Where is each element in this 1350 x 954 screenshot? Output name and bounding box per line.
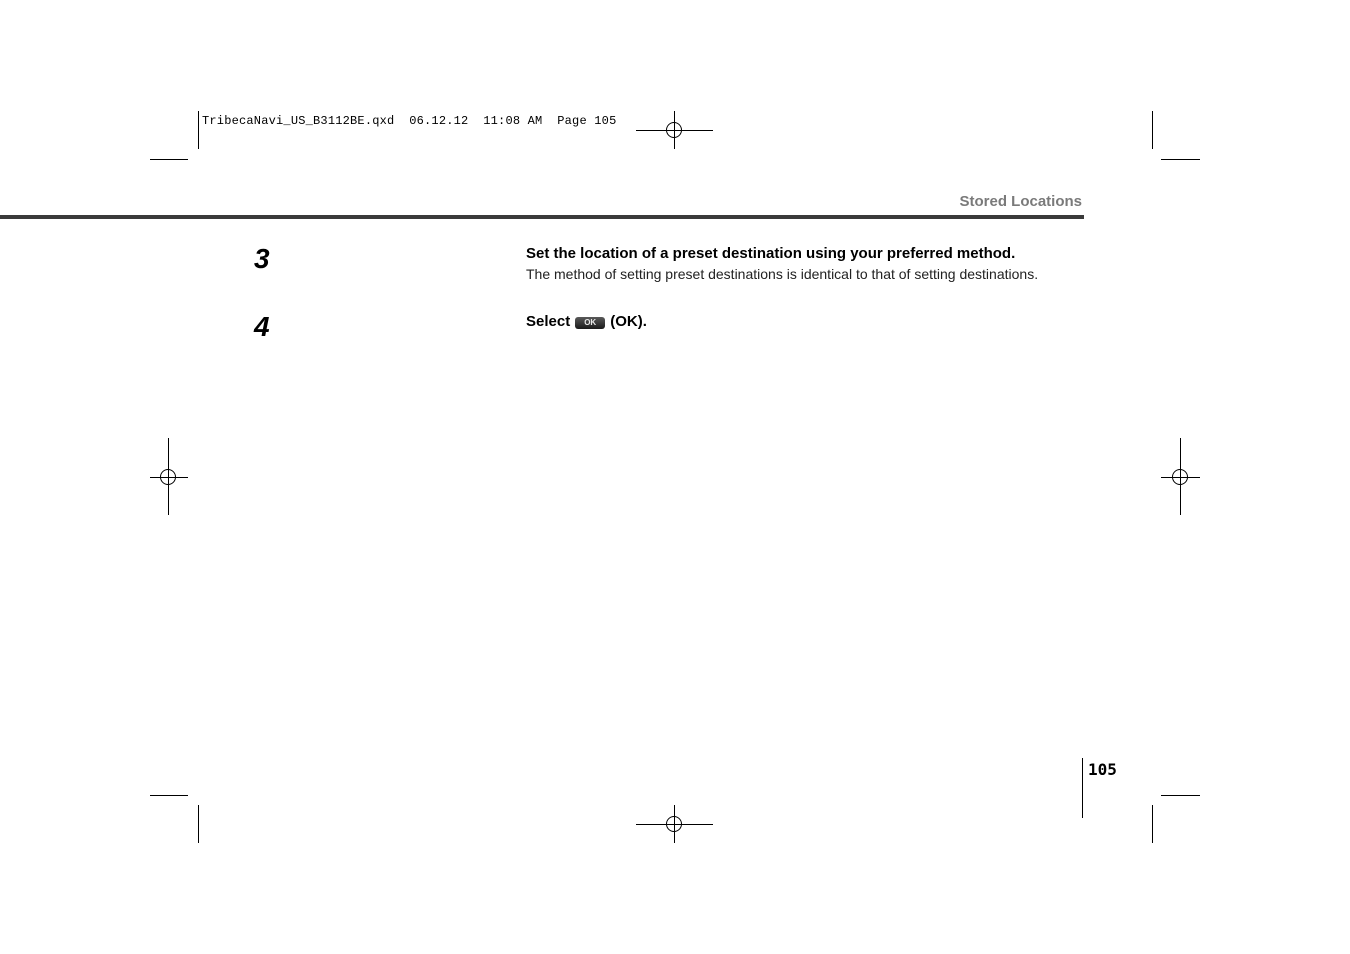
registration-mark-top-icon bbox=[666, 122, 682, 138]
crop-mark-bottom-left-v bbox=[198, 805, 199, 843]
step-4-ok-text: (OK). bbox=[610, 313, 647, 330]
section-title: Stored Locations bbox=[959, 193, 1082, 210]
crop-mark-bottom-left-h bbox=[150, 795, 188, 796]
registration-mark-left-icon bbox=[160, 469, 176, 485]
crop-mark-top-right-h bbox=[1161, 159, 1200, 160]
step-3-heading: Set the location of a preset destination using your preferred method. bbox=[526, 245, 1016, 262]
crop-mark-bottom-right-h bbox=[1161, 795, 1200, 796]
step-3-body: The method of setting preset destinations is identical to that of setting destinations. bbox=[526, 266, 1039, 282]
step-number-3: 3 bbox=[254, 243, 270, 274]
step-number-4: 4 bbox=[254, 311, 270, 342]
step-4-select-text: Select bbox=[526, 313, 571, 330]
crop-mark-top-left-v bbox=[198, 111, 199, 149]
ok-button-icon: OK bbox=[575, 317, 605, 329]
registration-mark-bottom-icon bbox=[666, 816, 682, 832]
page-number: 105 bbox=[1088, 760, 1117, 779]
header-rule bbox=[0, 215, 1084, 219]
registration-mark-right-icon bbox=[1172, 469, 1188, 485]
page-number-rule bbox=[1082, 758, 1083, 818]
crop-mark-top-left-h bbox=[150, 159, 188, 160]
step-4-heading bbox=[526, 313, 647, 330]
crop-mark-top-right-v bbox=[1152, 111, 1153, 149]
crop-mark-bottom-right-v bbox=[1152, 805, 1153, 843]
print-slug: TribecaNavi_US_B3112BE.qxd 06.12.12 11:08 AM Page 105 bbox=[202, 114, 617, 128]
